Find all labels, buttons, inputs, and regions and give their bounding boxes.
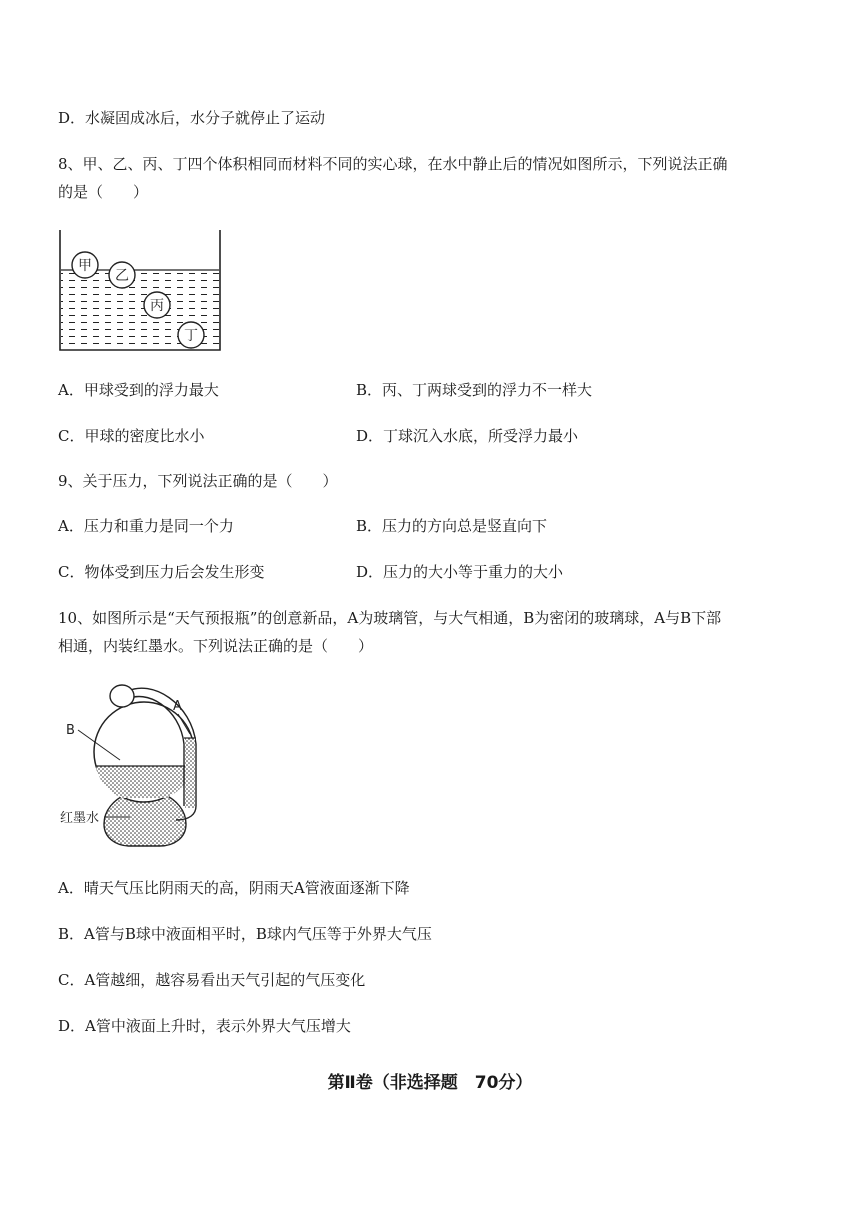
q9-option-a: A．压力和重力是同一个力 [58, 517, 234, 535]
q9-option-c: C．物体受到压力后会发生形变 [58, 563, 265, 581]
q8-option-c: C．甲球的密度比水小 [58, 427, 205, 445]
svg-text:丙: 丙 [150, 298, 164, 314]
q9-stem: 9、关于压力，下列说法正确的是（ ） [58, 472, 338, 490]
q10-option-c: C．A管越细，越容易看出天气引起的气压变化 [58, 971, 366, 989]
tube-top-bulb [110, 685, 134, 707]
q10-figure-weather-bottle [56, 678, 206, 850]
q8-option-d: D．丁球沉入水底，所受浮力最小 [356, 427, 579, 445]
q9-option-b: B．压力的方向总是竖直向下 [356, 517, 548, 535]
q8-stem-line1: 8、甲、乙、丙、丁四个体积相同而材料不同的实心球，在水中静止后的情况如图所示，下列说法正确 [58, 155, 728, 173]
q8-stem-line2: 的是（ ） [58, 183, 149, 201]
q10-option-d: D．A管中液面上升时，表示外界大气压增大 [58, 1017, 351, 1035]
q9-option-d: D．压力的大小等于重力的大小 [356, 563, 564, 581]
section-title: 第Ⅱ卷（非选择题 70分） [327, 1073, 533, 1093]
ball-bing [144, 292, 170, 318]
q7-option-d: D．水凝固成冰后，水分子就停止了运动 [58, 109, 326, 127]
ball-jia [72, 252, 98, 278]
ball-ding [178, 322, 204, 348]
q10-stem-line2: 相通，内装红墨水。下列说法正确的是（ ） [58, 637, 374, 655]
ink-in-tube-a [185, 738, 195, 808]
q10-option-b: B．A管与B球中液面相平时，B球内气压等于外界大气压 [58, 925, 432, 943]
label-b: B [66, 723, 75, 738]
label-red-ink: 红墨水 [60, 811, 100, 826]
q10-stem-line1: 10、如图所示是“天气预报瓶”的创意新品，A为玻璃管，与大气相通，B为密闭的玻璃球，A与B下部 [58, 609, 722, 627]
q10-option-a: A．晴天气压比阴雨天的高，阴雨天A管液面逐渐下降 [58, 879, 410, 897]
ink-in-sphere [96, 766, 192, 798]
q8-figure-water-tank [56, 228, 224, 354]
q8-option-b: B．丙、丁两球受到的浮力不一样大 [356, 381, 593, 399]
svg-text:丁: 丁 [184, 328, 198, 344]
q8-option-a: A．甲球受到的浮力最大 [58, 381, 219, 399]
svg-text:乙: 乙 [115, 268, 129, 284]
svg-text:甲: 甲 [78, 258, 92, 274]
label-a: A [173, 699, 182, 714]
ball-yi [109, 262, 135, 288]
